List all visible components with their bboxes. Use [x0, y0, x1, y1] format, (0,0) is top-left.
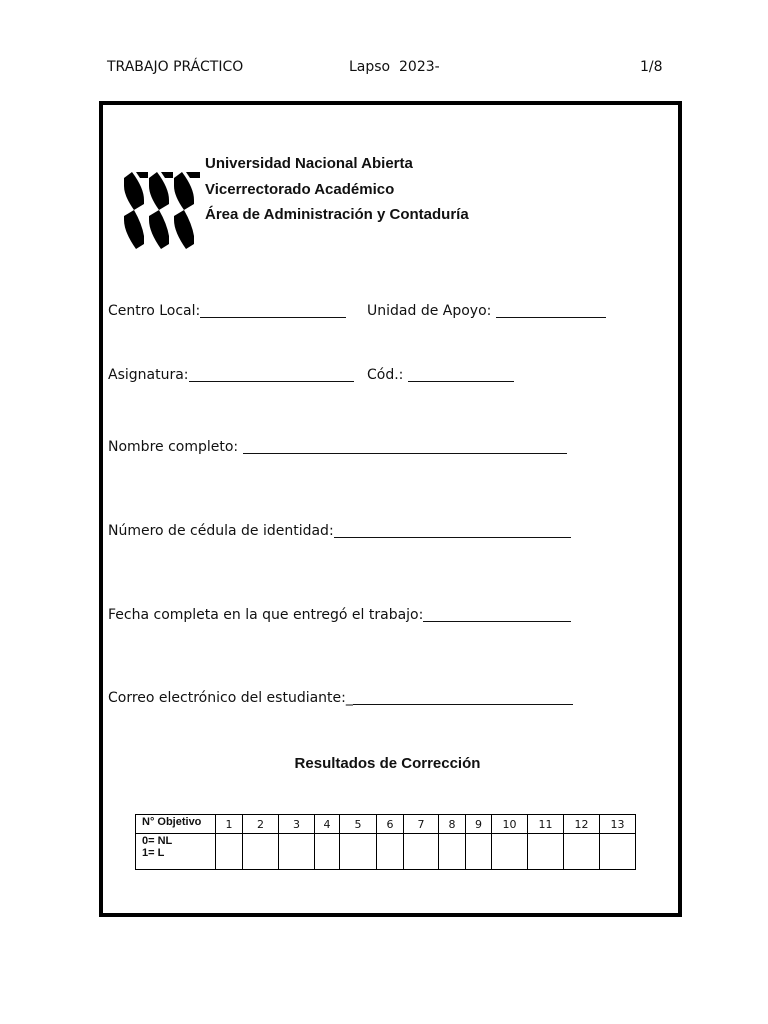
cedula-field[interactable] — [108, 523, 571, 539]
score-cell[interactable] — [243, 834, 279, 870]
objectives-row — [136, 815, 636, 834]
cod-blank[interactable] — [408, 367, 514, 382]
results-table — [135, 814, 636, 870]
asignatura-label: Asignatura: — [108, 367, 189, 383]
correo-field[interactable] — [108, 690, 573, 706]
score-cell[interactable] — [466, 834, 492, 870]
correo-blank[interactable] — [353, 690, 573, 705]
area-name: Área de Administración y Contaduría — [205, 206, 469, 223]
score-cell[interactable] — [279, 834, 315, 870]
objective-number-cell: 8 — [439, 815, 466, 834]
objective-number-cell: 13 — [600, 815, 636, 834]
objective-number-cell: 1 — [216, 815, 243, 834]
legend-l: 1= L — [142, 847, 165, 860]
score-cell[interactable] — [528, 834, 564, 870]
scores-row — [136, 834, 636, 870]
objective-number-cell: 5 — [340, 815, 377, 834]
nombre-field[interactable] — [108, 439, 567, 455]
objective-number-cell: 11 — [528, 815, 564, 834]
score-cell[interactable] — [340, 834, 377, 870]
fecha-label: Fecha completa en la que entregó el trabajo: — [108, 607, 424, 623]
header-title: TRABAJO PRÁCTICO — [107, 59, 244, 75]
nombre-label: Nombre completo: — [108, 439, 239, 455]
objective-number-cell: 6 — [377, 815, 404, 834]
unidad-apoyo-blank[interactable] — [496, 303, 606, 318]
una-logo-icon — [124, 170, 201, 249]
objective-number-cell: 10 — [492, 815, 528, 834]
score-cell[interactable] — [315, 834, 340, 870]
score-cell[interactable] — [564, 834, 600, 870]
nombre-blank[interactable] — [243, 439, 567, 454]
objective-number-cell: 7 — [404, 815, 439, 834]
centro-local-field[interactable] — [108, 303, 346, 319]
unidad-apoyo-label: Unidad de Apoyo: — [367, 303, 492, 319]
header-page-number: 1/8 — [640, 59, 663, 75]
university-name: Universidad Nacional Abierta — [205, 155, 413, 172]
score-legend-cell — [136, 834, 216, 870]
asignatura-field[interactable] — [108, 367, 354, 383]
cedula-blank[interactable] — [334, 523, 571, 538]
asignatura-blank[interactable] — [189, 367, 354, 382]
fecha-blank[interactable] — [423, 607, 571, 622]
objective-number-cell: 2 — [243, 815, 279, 834]
score-cell[interactable] — [404, 834, 439, 870]
objective-number-cell: 9 — [466, 815, 492, 834]
cod-field[interactable] — [367, 367, 514, 383]
score-cell[interactable] — [600, 834, 636, 870]
results-title: Resultados de Corrección — [294, 755, 481, 772]
score-cell[interactable] — [439, 834, 466, 870]
cod-label: Cód.: — [367, 367, 404, 383]
legend-nl: 0= NL — [142, 835, 173, 848]
objective-header-cell: N° Objetivo — [136, 815, 216, 834]
fecha-field[interactable] — [108, 607, 571, 623]
unidad-apoyo-field[interactable] — [367, 303, 606, 319]
vicerrectorado-name: Vicerrectorado Académico — [205, 181, 395, 198]
objective-number-cell: 12 — [564, 815, 600, 834]
cedula-label: Número de cédula de identidad: — [108, 523, 334, 539]
objective-number-cell: 4 — [315, 815, 340, 834]
correo-label: Correo electrónico del estudiante:_ — [108, 690, 353, 706]
score-cell[interactable] — [377, 834, 404, 870]
centro-local-label: Centro Local: — [108, 303, 201, 319]
objective-number-cell: 3 — [279, 815, 315, 834]
score-cell[interactable] — [492, 834, 528, 870]
score-cell[interactable] — [216, 834, 243, 870]
centro-local-blank[interactable] — [200, 303, 346, 318]
header-period: Lapso 2023- — [349, 59, 440, 75]
